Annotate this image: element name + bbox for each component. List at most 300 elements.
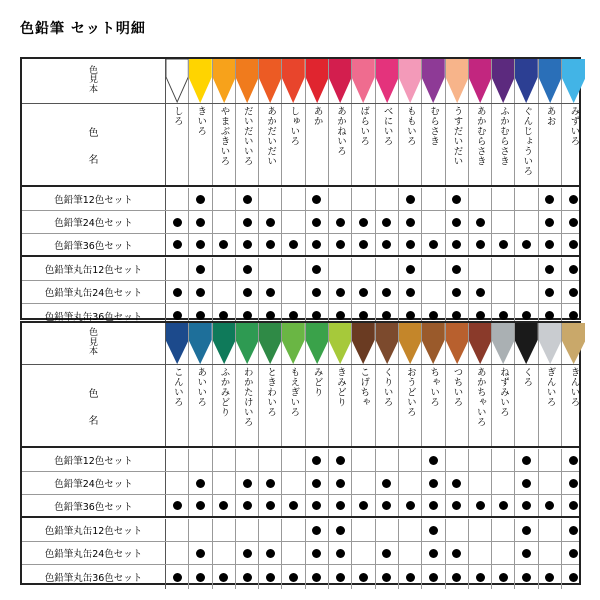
included-dot [522,526,531,535]
set-cell [236,565,259,589]
set-cell [492,234,515,255]
color-swatch [306,59,328,103]
set-cell [282,472,305,494]
set-cell [329,472,352,494]
included-dot [545,573,554,582]
set-cell [166,449,189,471]
set-cell [562,472,585,494]
set-cell [236,519,259,541]
set-cell [422,234,445,255]
pencil-tip-shape [399,59,421,102]
color-name-row [22,365,579,448]
swatch-cell [399,59,422,103]
set-row [22,258,579,281]
set-cell [329,211,352,233]
included-dot [522,479,531,488]
set-cell [399,281,422,303]
set-cell [562,258,585,280]
set-name: 色鉛筆24色セット [22,472,166,494]
color-name-cell [282,365,305,446]
included-dot [266,218,275,227]
swatch-cell [539,323,562,364]
included-dot [429,240,438,249]
pencil-tip-shape [515,59,537,102]
included-dot [406,265,415,274]
included-dot [196,240,205,249]
included-dot [173,240,182,249]
set-cell [376,519,399,541]
set-cell [166,281,189,303]
set-cell [166,542,189,564]
included-dot [312,311,321,320]
set-row [22,519,579,542]
pencil-tip-shape [329,323,351,363]
set-cell [515,281,538,303]
color-name: もえぎいろ [288,367,300,417]
set-cell [189,188,212,210]
included-dot [522,311,531,320]
set-cell [469,565,492,589]
color-swatch [515,59,537,103]
set-cell [352,234,375,255]
set-cell [469,211,492,233]
color-swatch [189,59,211,103]
swatch-cell [166,323,189,364]
included-dot [452,501,461,510]
set-cell [376,211,399,233]
swatch-cell [539,59,562,103]
color-chart-table-1 [20,57,581,323]
set-cell [515,188,538,210]
sample-label: 色 見 本 [22,59,166,103]
set-cell [236,234,259,255]
set-cell [515,495,538,516]
color-name-cell [469,365,492,446]
set-cell [189,211,212,233]
included-dot [266,240,275,249]
pencil-tip-shape [492,323,514,363]
set-cell [282,495,305,516]
set-cell [259,188,282,210]
included-dot [499,501,508,510]
swatch-cell [166,59,189,103]
set-cell [469,519,492,541]
set-cell [562,188,585,210]
pencil-tip-shape [329,59,351,102]
pencil-tip-shape [352,59,374,102]
included-dot [429,311,438,320]
color-name-cell [306,365,329,446]
set-cell [399,565,422,589]
included-dot [359,240,368,249]
included-dot [312,573,321,582]
set-cell [422,188,445,210]
color-name-cell [306,104,329,185]
set-cell [236,211,259,233]
pencil-tip-shape [446,59,468,102]
set-cell [562,234,585,255]
pencil-tip-shape [539,59,561,102]
set-cell [446,565,469,589]
color-name-cell [166,104,189,185]
set-cell [422,449,445,471]
swatch-row [22,323,579,365]
pencil-tip-shape [469,59,491,102]
pencil-tip-shape [282,59,304,102]
swatch-cell [469,323,492,364]
included-dot [243,195,252,204]
set-cell [329,258,352,280]
set-cell [189,281,212,303]
included-dot [266,311,275,320]
included-dot [569,240,578,249]
pencil-tip-shape [189,59,211,102]
set-cell [282,188,305,210]
included-dot [266,479,275,488]
set-cell [329,449,352,471]
color-swatch [515,323,537,364]
set-cell [166,565,189,589]
color-name-cell [352,104,375,185]
included-dot [336,288,345,297]
set-cell [446,281,469,303]
set-cell [376,281,399,303]
set-cell [166,519,189,541]
included-dot [312,265,321,274]
set-cell [329,188,352,210]
included-dot [196,549,205,558]
color-name-cell [213,365,236,446]
set-cell [329,495,352,516]
included-dot [545,501,554,510]
included-dot [452,479,461,488]
included-dot [312,456,321,465]
included-dot [266,549,275,558]
included-dot [406,501,415,510]
set-cell [282,449,305,471]
included-dot [243,311,252,320]
color-name-cell [562,104,585,185]
set-cell [446,542,469,564]
swatch-cell [282,323,305,364]
set-row [22,211,579,234]
set-cell [306,565,329,589]
included-dot [476,218,485,227]
included-dot [312,218,321,227]
included-dot [359,218,368,227]
set-cell [306,495,329,516]
color-name-cell [422,104,445,185]
swatch-cell [236,323,259,364]
set-cell [469,449,492,471]
included-dot [243,288,252,297]
set-cell [189,565,212,589]
set-cell [399,495,422,516]
color-name-cell [469,104,492,185]
color-name-cell [539,365,562,446]
included-dot [406,240,415,249]
color-name: ちゃいろ [428,367,440,407]
set-cell [469,495,492,516]
swatch-cell [213,323,236,364]
included-dot [406,288,415,297]
swatch-cell [259,323,282,364]
pencil-tip-shape [562,323,585,363]
set-cell [306,234,329,255]
swatch-cell [562,59,585,103]
included-dot [173,288,182,297]
swatch-cell [282,59,305,103]
set-cell [213,281,236,303]
pencil-tip-shape [213,59,235,102]
included-dot [429,501,438,510]
color-swatch [469,323,491,364]
color-swatch [189,323,211,364]
color-name-cell [446,104,469,185]
included-dot [359,501,368,510]
color-name: あかねいろ [334,106,346,156]
pencil-tip-shape [562,59,585,102]
included-dot [452,573,461,582]
pencil-tip-shape [422,323,444,363]
color-name-cell [352,365,375,446]
set-cell [376,188,399,210]
color-name: あかむらさき [474,106,486,166]
color-swatch [352,59,374,103]
color-swatch [376,323,398,364]
swatch-cell [492,59,515,103]
set-cell [259,258,282,280]
color-name: しゅいろ [288,106,300,146]
included-dot [243,265,252,274]
included-dot [569,218,578,227]
included-dot [545,218,554,227]
set-cell [189,495,212,516]
set-cell [236,281,259,303]
set-cell [422,495,445,516]
set-cell [352,472,375,494]
set-cell [562,281,585,303]
set-cell [352,258,375,280]
included-dot [499,573,508,582]
set-cell [259,542,282,564]
set-cell [376,234,399,255]
color-name-cell [236,104,259,185]
color-swatch [352,323,374,364]
set-cell [539,565,562,589]
included-dot [312,526,321,535]
set-cell [189,519,212,541]
page-title: 色鉛筆 セット明細 [20,21,146,37]
color-swatch [213,323,235,364]
included-dot [173,573,182,582]
set-cell [329,519,352,541]
set-cell [259,495,282,516]
included-dot [569,549,578,558]
color-swatch [166,59,188,103]
set-cell [399,234,422,255]
set-cell [422,211,445,233]
included-dot [196,218,205,227]
color-swatch [539,323,561,364]
set-cell [306,449,329,471]
color-swatch [213,59,235,103]
included-dot [289,311,298,320]
set-cell [492,449,515,471]
included-dot [196,479,205,488]
set-cell [539,449,562,471]
set-cell [399,542,422,564]
pencil-tip-shape [376,323,398,363]
set-cell [469,234,492,255]
color-name: あいいろ [195,367,207,407]
included-dot [429,573,438,582]
set-cell [539,472,562,494]
included-dot [452,311,461,320]
color-name: みどり [311,367,323,397]
color-name: つちいろ [451,367,463,407]
set-name: 色鉛筆丸缶24色セット [22,281,166,303]
color-name: べにいろ [381,106,393,146]
included-dot [336,218,345,227]
color-name: あか [311,106,323,126]
color-name-cell [492,365,515,446]
color-name: むらさき [428,106,440,146]
pencil-tip-shape [236,59,258,102]
set-cell [422,565,445,589]
included-dot [569,311,578,320]
included-dot [382,549,391,558]
set-cell [282,258,305,280]
set-cell [282,542,305,564]
included-dot [196,573,205,582]
swatch-cell [515,323,538,364]
set-cell [539,211,562,233]
included-dot [522,573,531,582]
set-cell [539,281,562,303]
swatch-cell [562,323,585,364]
included-dot [569,501,578,510]
included-dot [452,549,461,558]
swatch-cell [422,59,445,103]
included-dot [382,288,391,297]
set-cell [562,565,585,589]
swatch-cell [376,323,399,364]
included-dot [569,479,578,488]
set-cell [329,565,352,589]
included-dot [429,549,438,558]
swatch-cell [213,59,236,103]
included-dot [452,195,461,204]
swatch-cell [306,323,329,364]
color-name-cell [399,104,422,185]
name-label: 色 名 [22,104,166,185]
swatch-cell [189,323,212,364]
color-swatch [562,59,585,103]
set-cell [562,519,585,541]
included-dot [243,479,252,488]
included-dot [336,456,345,465]
color-swatch [259,323,281,364]
color-name-cell [189,365,212,446]
set-cell [213,519,236,541]
included-dot [196,288,205,297]
pencil-tip-shape [259,59,281,102]
included-dot [196,501,205,510]
swatch-cell [515,59,538,103]
pencil-tip-shape [492,59,514,102]
color-name: ふかみどり [218,367,230,417]
set-cell [352,211,375,233]
set-cell [376,472,399,494]
swatch-cell [399,323,422,364]
color-swatch [399,323,421,364]
color-name-cell [515,365,538,446]
color-name: ばらいろ [358,106,370,146]
swatch-cell [259,59,282,103]
set-cell [329,234,352,255]
set-cell [213,211,236,233]
included-dot [382,501,391,510]
pencil-tip-shape [166,323,188,363]
set-row [22,542,579,565]
color-name: くろ [521,367,533,387]
set-cell [259,211,282,233]
set-cell [259,234,282,255]
included-dot [219,573,228,582]
included-dot [382,311,391,320]
set-cell [259,565,282,589]
set-cell [422,542,445,564]
set-cell [446,472,469,494]
set-cell [399,519,422,541]
set-cell [213,565,236,589]
included-dot [406,573,415,582]
set-name: 色鉛筆12色セット [22,449,166,471]
color-name-cell [189,104,212,185]
set-name: 色鉛筆丸缶36色セット [22,565,166,589]
included-dot [336,501,345,510]
pencil-tip-shape [352,323,374,363]
set-row [22,449,579,472]
color-swatch [446,323,468,364]
set-cell [213,495,236,516]
set-cell [376,495,399,516]
set-cell [539,258,562,280]
included-dot [382,479,391,488]
set-cell [282,565,305,589]
set-cell [469,472,492,494]
color-swatch [306,323,328,364]
included-dot [545,311,554,320]
color-swatch [422,59,444,103]
pencil-tip-shape [306,59,328,102]
set-cell [213,188,236,210]
color-name: だいだいいろ [241,106,253,166]
set-cell [213,542,236,564]
set-cell [446,234,469,255]
set-cell [515,519,538,541]
swatch-cell [446,59,469,103]
included-dot [312,240,321,249]
set-name: 色鉛筆丸缶12色セット [22,258,166,280]
included-dot [476,573,485,582]
color-name-cell [329,365,352,446]
color-name-cell [515,104,538,185]
set-name: 色鉛筆36色セット [22,495,166,516]
set-cell [492,472,515,494]
color-swatch [376,59,398,103]
